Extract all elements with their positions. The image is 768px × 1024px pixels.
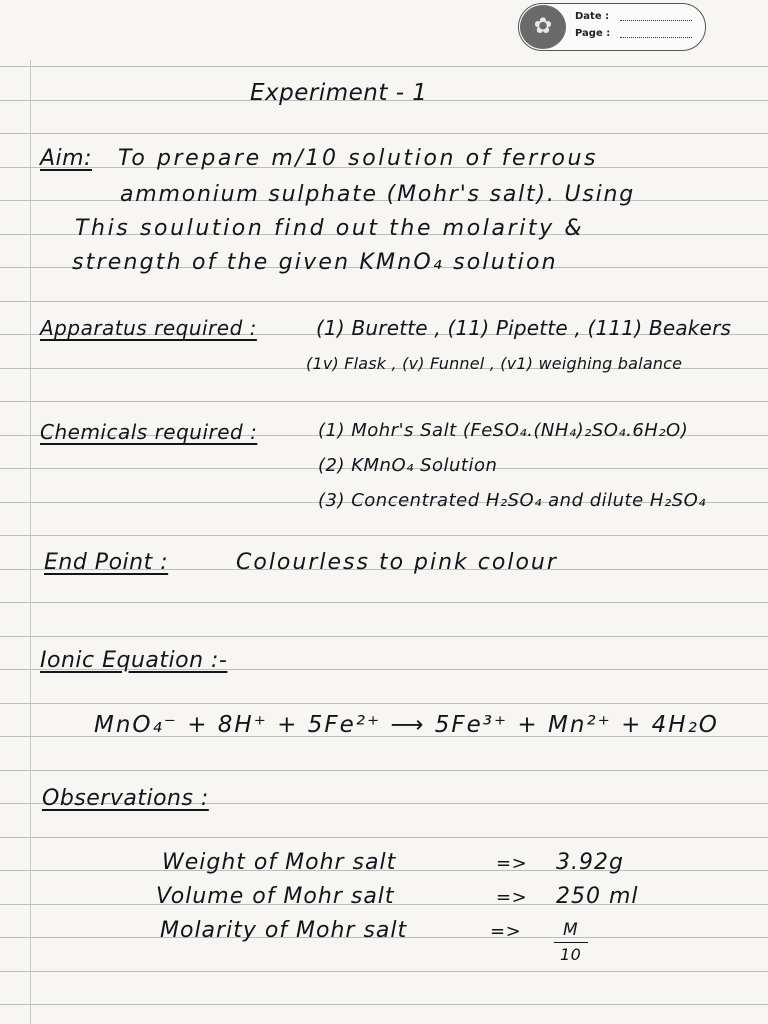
- ruled-line: [0, 971, 768, 972]
- chemical-item-3: (3) Concentrated H₂SO₄ and dilute H₂SO₄: [318, 490, 706, 511]
- obs-molarity-label: Molarity of Mohr salt: [160, 918, 408, 943]
- obs-volume-value: 250 ml: [556, 884, 639, 909]
- aim-line-3: This soulution find out the molarity &: [75, 216, 585, 241]
- end-point-value: Colourless to pink colour: [236, 550, 558, 575]
- ruled-line: [0, 703, 768, 704]
- ruled-line: [0, 770, 768, 771]
- observations-label: Observations :: [42, 786, 209, 811]
- date-label: Date :: [575, 11, 610, 22]
- date-blank: [620, 20, 692, 21]
- ruled-line: [0, 837, 768, 838]
- aim-line-4: strength of the given KMnO₄ solution: [72, 250, 558, 275]
- obs-weight-arrow: =>: [496, 853, 528, 874]
- apparatus-line-2: (1v) Flask , (v) Funnel , (v1) weighing balance: [306, 354, 683, 373]
- obs-molarity-denominator: 10: [560, 945, 582, 964]
- apparatus-line-1: (1) Burette , (11) Pipette , (111) Beakers: [316, 316, 732, 340]
- page-blank: [620, 37, 692, 38]
- ruled-line: [0, 401, 768, 402]
- ruled-line: [0, 636, 768, 637]
- aim-label: Aim:: [40, 146, 93, 171]
- obs-weight-value: 3.92g: [556, 850, 624, 875]
- fraction-bar: [554, 942, 588, 943]
- ionic-equation-label: Ionic Equation :-: [40, 648, 228, 673]
- page-title: Experiment - 1: [250, 80, 428, 106]
- end-point-label: End Point :: [44, 550, 169, 575]
- ruled-line: [0, 133, 768, 134]
- obs-weight-label: Weight of Mohr salt: [162, 850, 397, 875]
- notebook-logo-icon: ✿: [520, 5, 566, 49]
- obs-molarity-numerator: M: [563, 920, 579, 940]
- apparatus-label: Apparatus required :: [40, 316, 257, 340]
- ruled-line: [0, 1004, 768, 1005]
- obs-molarity-arrow: =>: [490, 921, 522, 942]
- ionic-equation: MnO₄⁻ + 8H⁺ + 5Fe²⁺ ⟶ 5Fe³⁺ + Mn²⁺ + 4H₂O: [94, 712, 719, 738]
- aim-line-1: To prepare m/10 solution of ferrous: [118, 146, 599, 171]
- ruled-line: [0, 535, 768, 536]
- chemical-item-2: (2) KMnO₄ Solution: [318, 455, 498, 476]
- obs-volume-label: Volume of Mohr salt: [156, 884, 395, 909]
- chemicals-label: Chemicals required :: [40, 420, 258, 444]
- ruled-line: [0, 301, 768, 302]
- chemical-item-1: (1) Mohr's Salt (FeSO₄.(NH₄)₂SO₄.6H₂O): [318, 420, 689, 441]
- aim-line-2: ammonium sulphate (Mohr's salt). Using: [120, 182, 636, 207]
- ruled-line: [0, 602, 768, 603]
- obs-volume-arrow: =>: [496, 887, 528, 908]
- margin-line: [30, 60, 31, 1024]
- page-label: Page :: [575, 28, 611, 39]
- ruled-line: [0, 66, 768, 67]
